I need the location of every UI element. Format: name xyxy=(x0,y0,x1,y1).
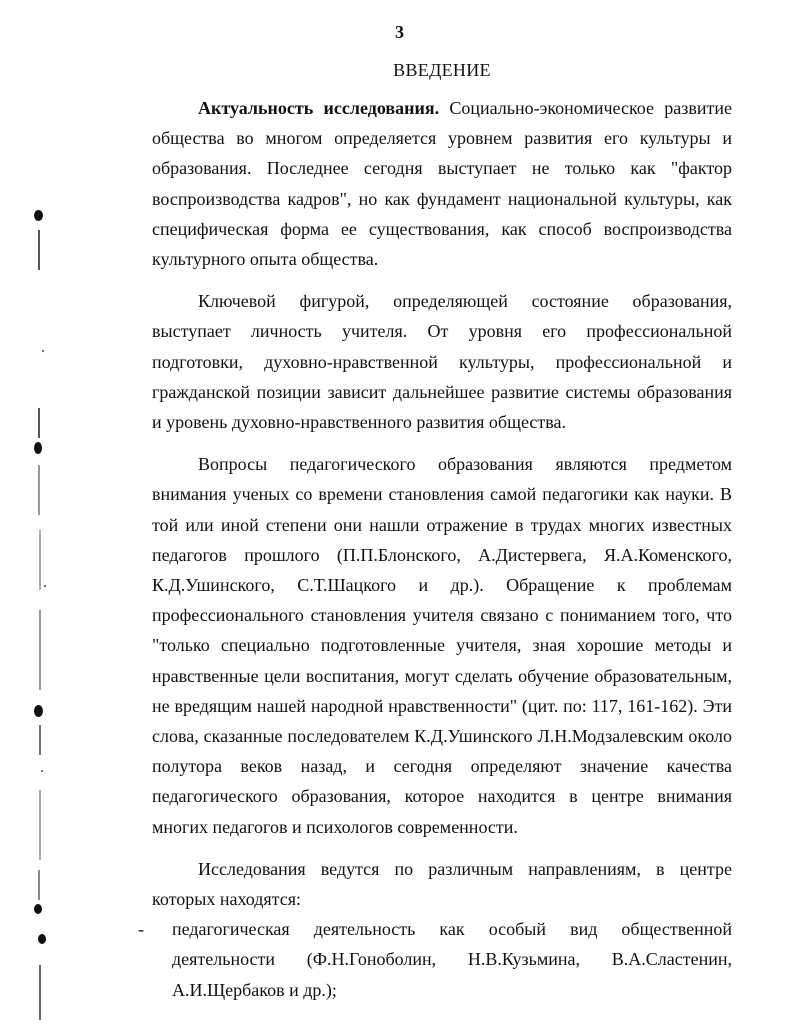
binding-line xyxy=(39,790,41,860)
binding-hole xyxy=(34,442,42,454)
binding-line xyxy=(38,230,40,270)
binding-hole xyxy=(38,934,46,944)
research-directions-list xyxy=(138,914,732,1005)
paragraph-lead: Актуальность исследования. xyxy=(198,98,440,118)
scan-speck xyxy=(42,350,44,352)
scan-speck xyxy=(44,585,46,587)
scan-speck xyxy=(41,770,43,772)
scan-binding-marks xyxy=(28,190,52,1020)
binding-line xyxy=(39,610,41,690)
binding-hole xyxy=(34,904,42,914)
binding-line xyxy=(39,530,41,590)
binding-line xyxy=(39,965,41,1020)
binding-hole xyxy=(34,705,43,717)
list-item-text: педагогическая деятельность как особый вид общественной деятельности (Ф.Н.Гоноболин, Н.В.Кузьмина, В.А.Сластенин, А.И.Щербаков и др.); xyxy=(172,919,732,1000)
binding-line xyxy=(38,465,40,515)
page-number: 3 xyxy=(395,22,404,42)
paragraph-research-directions: Исследования ведутся по различным направлениям, в центре которых находятся: xyxy=(152,858,732,910)
body-text xyxy=(138,93,732,1005)
binding-line xyxy=(38,870,40,900)
paragraph-relevance xyxy=(152,93,732,274)
paragraph-pedagogical-education: Вопросы педагогического образования являются предметом внимания ученых со времени становления самой педагогики как науки. В той или иной степени они нашли отражение в трудах многих известных педагогов прошлого (П.П.Блонского, А.Дистервега, Я.А.Коменского, К.Д.Ушинского, С.Т.Шацкого и др.). Обращение к проблемам профессионального становления учителя связано с пониманием того, что "только специально подготовленные учителя, зная хорошие методы и нравственные цели воспитания, могут сделать обучение образовательным, не вредящим нашей народной нравственности" (цит. по: 117, 161-162). Эти слова, сказанные последователем К.Д.Ушинского Л.Н.Модзалевским около полутора веков назад, и сегодня определяют значение качества педагогического образования, которое находится в центре внимания многих педагогов и психологов современности. xyxy=(152,454,732,837)
list-marker: - xyxy=(138,919,144,940)
binding-line xyxy=(38,408,40,438)
binding-hole xyxy=(34,210,43,221)
paragraph-text: Социально-экономическое развитие общества во многом определяется уровнем развития его культуры и образования. Последнее сегодня выступает не только как "фактор воспроизводства кадров", но как фундамент национальной культуры, как специфическая форма ее существования, как способ воспроизводства культурного опыта общества. xyxy=(152,98,732,270)
list-item xyxy=(138,914,732,1005)
section-heading: ВВЕДЕНИЕ xyxy=(393,60,491,80)
binding-line xyxy=(39,725,41,755)
paragraph-teacher: Ключевой фигурой, определяющей состояние образования, выступает личность учителя. От уровня его профессиональной подготовки, духовно-нравственной культуры, профессиональной и гражданской позиции зависит дальнейшее развитие системы образования и уровень духовно-нравственного развития общества. xyxy=(152,291,732,433)
